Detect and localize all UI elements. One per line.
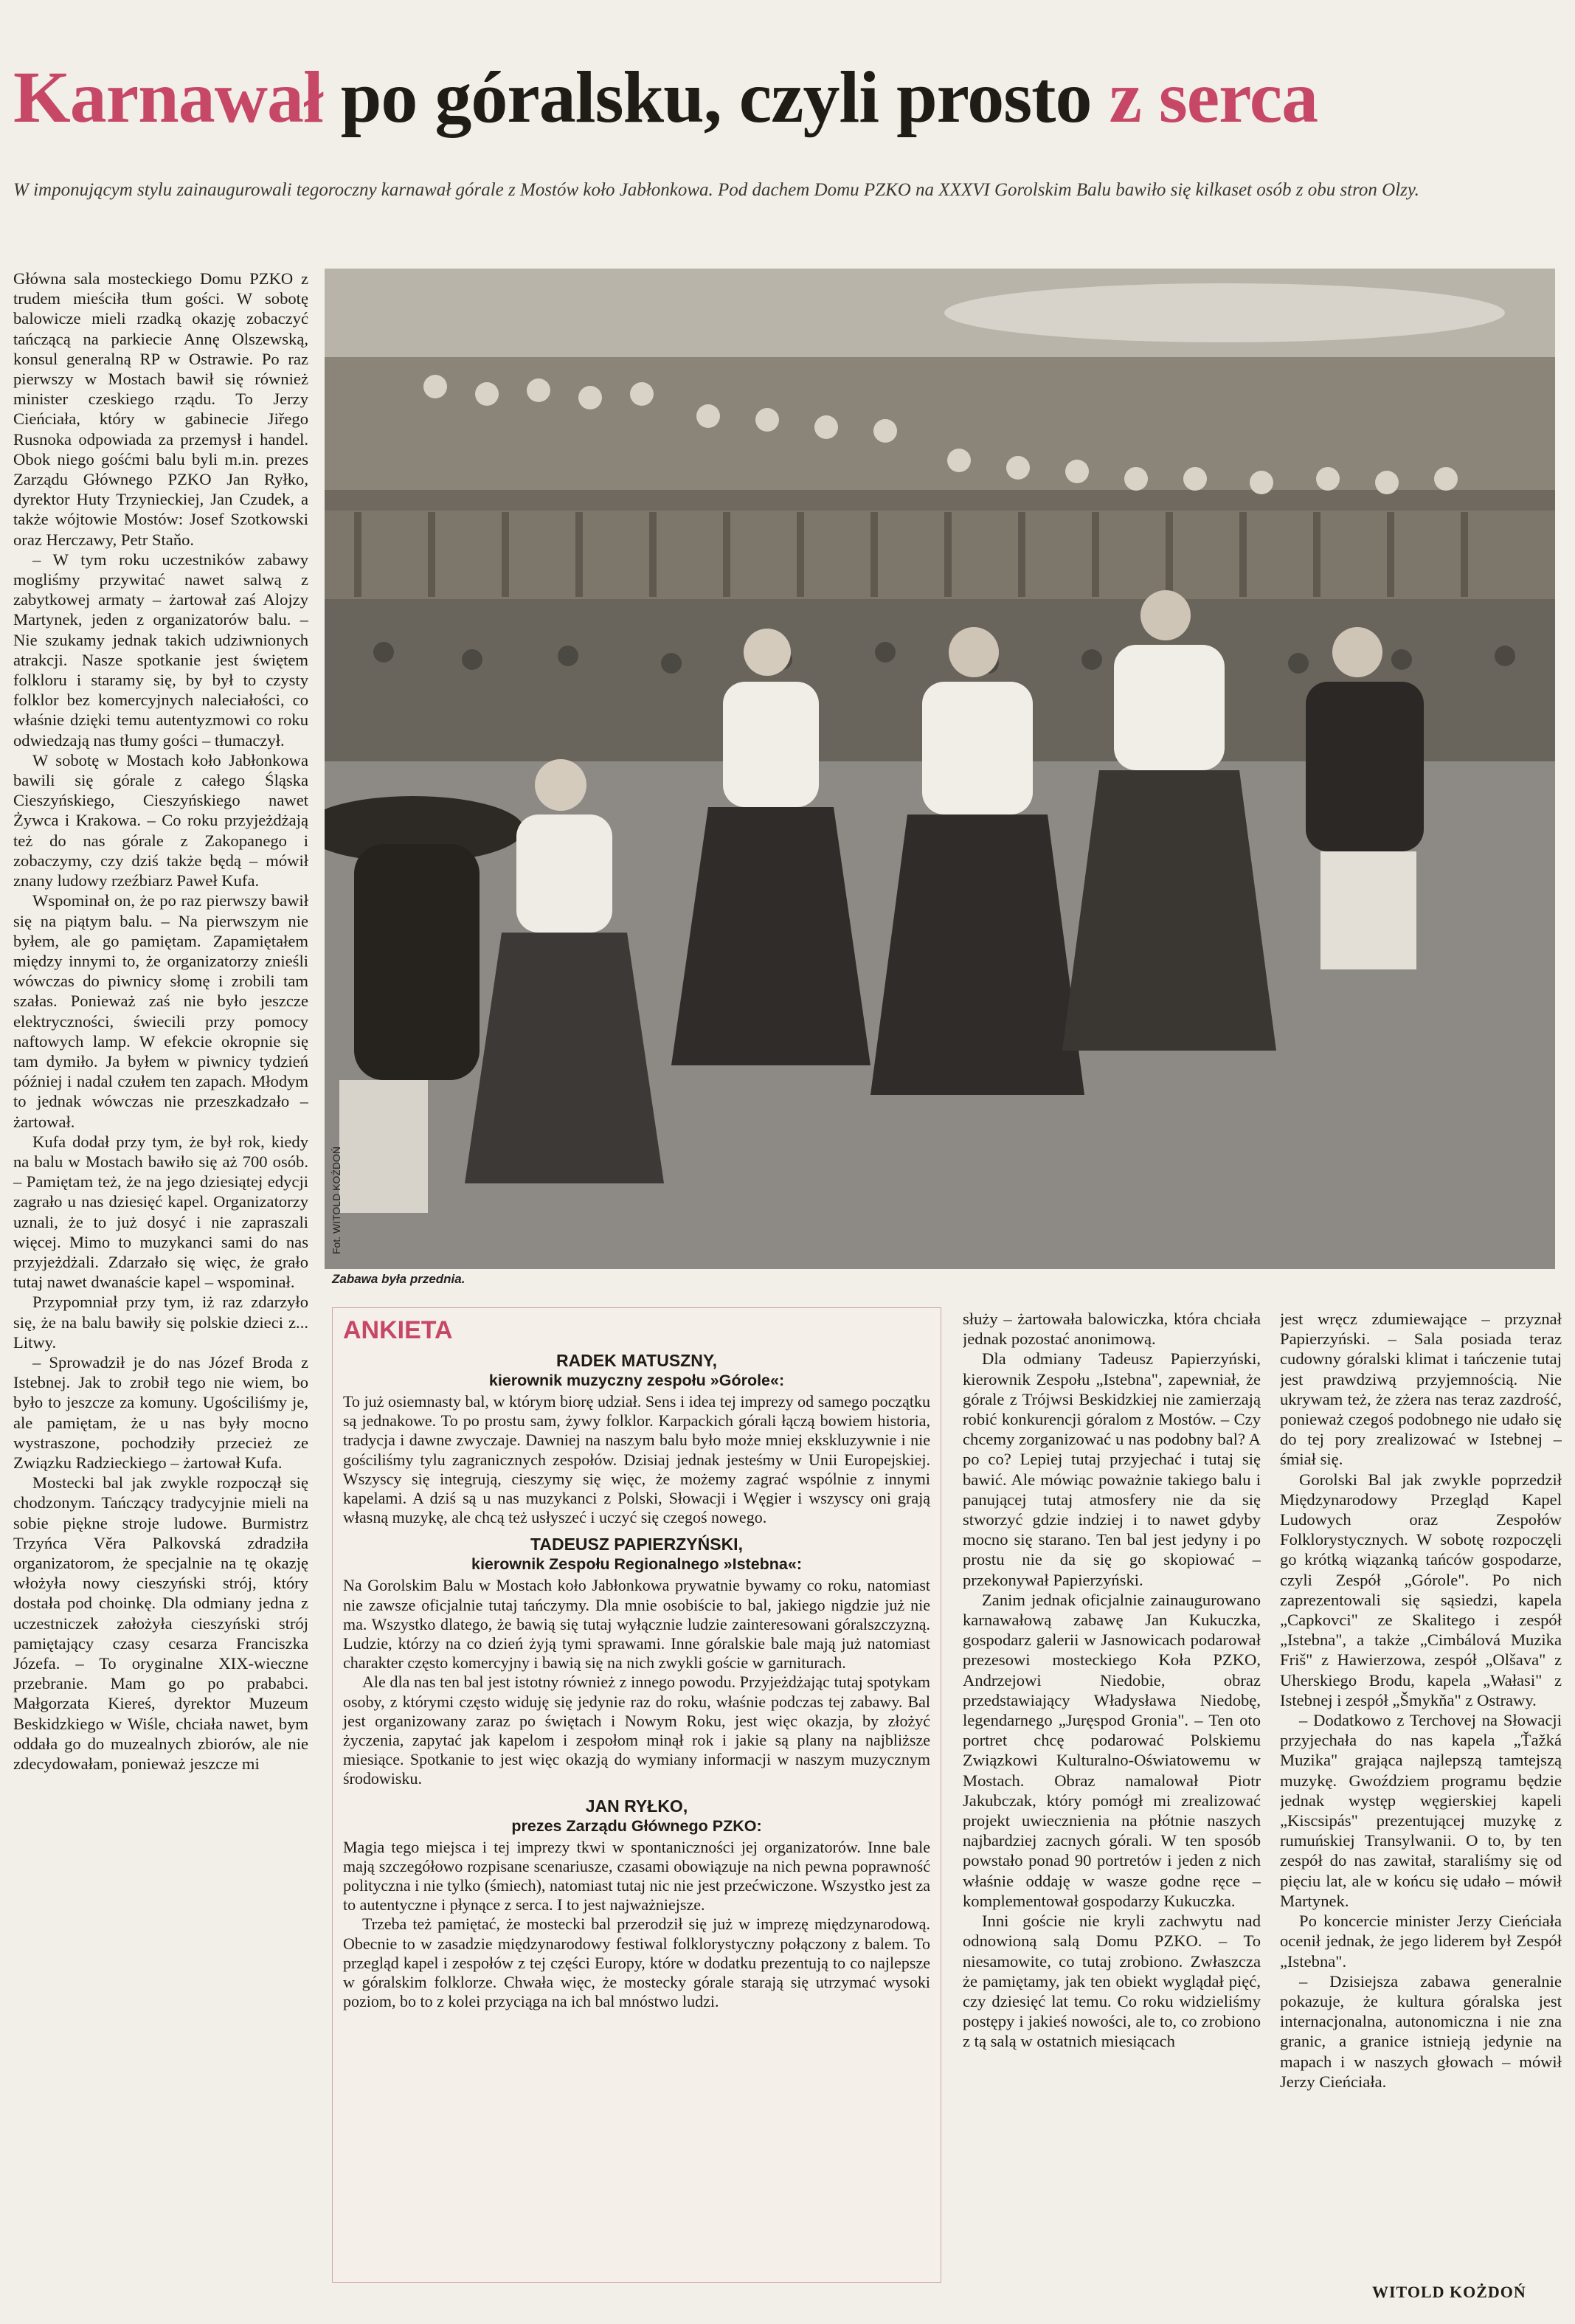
photo-caption: Zabawa była przednia. [332, 1272, 465, 1286]
dance-photo-illustration [325, 269, 1555, 1269]
survey-answer-paragraph: To już osiemnasty bal, w którym biorę udział. Sens i idea tej imprezy od samego początku są jednakowe. To po prostu sam, żywy folklor. Karpackich górali łączą bowiem historia, tradycja i dawne zwyczaje. Dawniej na naszym balu było może mniej ekskluzywnie i nie gościliśmy tylu zagranicznych zespołów. Dzisiaj jednak jesteśmy w Unii Europejskiej. Wszyscy się integrują, cieszymy się więc, że możemy zagrać wspólnie z innymi kapelami. A dziś są u nas muzykanci z Polski, Słowacji i Węgier i wszyscy oni grają własną muzykę, ale chcą też usłyszeć i uczyć się czegoś nowego. [343, 1392, 930, 1527]
article-column-3 [963, 1309, 1261, 2280]
subtitle-lead: W imponującym stylu zainaugurowali tegoroczny karnawał górale z Mostów koło Jabłonkowa. Pod dachem Domu PZKO na XXXVI Gorolskim Balu bawiło się kilkaset osób z obu stron Olzy. [13, 180, 1419, 200]
headline-middle: po góralsku, czyli prosto [340, 56, 1092, 138]
survey-respondent-name: TADEUSZ PAPIERZYŃSKI, [530, 1535, 743, 1554]
column4-paragraph: – Dodatkowo z Terchovej na Słowacji przyjechała do nas kapela „Ťažká Muzika" grająca najlepszą tamtejszą muzykę. Gwoździem programu będzie jednak występ węgierskiej kapeli „Kiscsipás" prezentującej muzykę z rumuńskiej Transylwanii. O to, by ten zespół do nas zawitał, staraliśmy się od pięciu lat, ale w końcu się udało – mówił Martynek. [1280, 1711, 1562, 1910]
photo-credit: Fot. WITOLD KOŻDOŃ [330, 1147, 342, 1254]
article-column-1 [13, 269, 308, 2305]
article-column-4 [1280, 1309, 1562, 2268]
survey-answer-paragraph: Trzeba też pamiętać, że mostecki bal przerodził się już w imprezę międzynarodową. Obecnie to w zasadzie międzynarodowy festiwal folklorystyczny połączony z balem. To przegląd kapel i zespołów z tej części Europy, które w dodatku prezentują to co najlepsze w góralskim folklorze. Chwała więc, że mostecky górale starają się utrzymać wysoki poziom, bo to z kolei przyciąga na ich bal mnóstwo ludzi. [343, 1915, 930, 2011]
column1-paragraph: – Sprowadził je do nas Józef Broda z Istebnej. Jak to zrobił tego nie wiem, bo było to jeszcze za komuny. Ugościliśmy je, ale pamiętam, że u nas były mocno wystraszone, pochodziły przecież ze Związku Radzieckiego – żartował Kufa. [13, 1352, 308, 1472]
survey-respondent-name: JAN RYŁKO, [585, 1796, 688, 1816]
column4-paragraph: jest wręcz zdumiewające – przyznał Papierzyński. – Sala posiada teraz cudowny góralski klimat i tańczenie tutaj jest prawdziwą przyjemnością. Nie ukrywam też, że zżera nas teraz zazdrość, ponieważ czegoś podobnego nie udało się do tej pory zrealizować w Istebnej – śmiał się. [1280, 1310, 1562, 1469]
dance-photo [325, 269, 1555, 1269]
column3-paragraph: Inni goście nie kryli zachwytu nad odnowioną salą Domu PZKO. – To niesamowite, co tutaj zrobiono. Zwłaszcza że pamiętamy, jak ten obiekt wyglądał pięć, czy dziesięć lat temu. Co roku widzieliśmy postępy i jakieś nowości, ale to, co zrobiono z tą salą w ostatnich miesiącach [963, 1912, 1261, 2051]
headline [13, 53, 1562, 142]
column4-paragraph: – Dzisiejsza zabawa generalnie pokazuje, że kultura góralska jest internacjonalna, autonomiczna i nie zna granic, a granice istnieją jedynie na mapach i w naszych głowach – mówił Jerzy Cieńciała. [1280, 1971, 1562, 2091]
column3-paragraph: Dla odmiany Tadeusz Papierzyński, kierownik Zespołu „Istebna", zapewniał, że górale z Trójwsi Beskidzkiej nie zamierzają robić konkurencji góralom z Mostów. – Czy chcemy zorganizować u nas podobny bal? A po co? Lepiej tutaj przyjechać i tutaj się bawić. Ale mówiąc poważnie takiego balu i panującej tutaj atmosfery nie da się stworzyć gdzie indziej i to nawet gdyby mocno się starano. Ten bal jest jedyny i po prostu nie da się go skopiować – przekonywał Papierzyński. [963, 1349, 1261, 1589]
column1-paragraph: – W tym roku uczestników zabawy mogliśmy przywitać nawet salwą z zabytkowej armaty – żartował zaś Alojzy Martynek, jeden z organizatorów balu. – Nie szukamy jednak takich udziwnionych atrakcji. Nasze spotkanie jest świętem folkloru i staramy się, by był to czysty folklor bez komercyjnych naleciałości, co właśnie dzięki temu autentyzmowi co roku odwiedzają nas tłumy gości – tłumaczył. [13, 550, 308, 750]
survey-answer-paragraph: Na Gorolskim Balu w Mostach koło Jabłonkowa prywatnie bywamy co roku, natomiast nie zawsze oficjalnie tutaj tańczymy. Dla mnie osobiście to bal, jakiego nigdzie już nie ma. Wszystko dlatego, że bawią się tutaj wyłącznie ludzie zainteresowani góralszczyzną. Ludzie, którzy na co dzień żyją tymi sprawami. Inne góralskie bale mają już natomiast charakter często komercyjny i bawią się na nich zwykli goście w garniturach. [343, 1576, 930, 1673]
survey-respondent-role: prezes Zarządu Głównego PZKO: [511, 1816, 762, 1835]
survey-respondent-role: kierownik Zespołu Regionalnego »Istebna«: [471, 1555, 802, 1574]
survey-box [332, 1307, 941, 2283]
headline-end: z serca [1109, 56, 1318, 138]
survey-answer-paragraph: Ale dla nas ten bal jest istotny również z innego powodu. Przyjeżdżając tutaj spotykam osoby, z którymi często widuję się jedynie raz do roku, właśnie podczas tej zabawy. Bal jest organizowany zaraz po świętach i Nowym Roku, jest więc okazja, by złożyć życzenia, zapytać jak kapelom i zespołom minął rok i jakie są plany na najbliższe miesiące. Spotkanie to jest więc okazją do wymiany informacji w naszym muzycznym środowisku. [343, 1673, 930, 1788]
column1-paragraph: Główna sala mosteckiego Domu PZKO z trudem mieściła tłum gości. W sobotę balowicze mieli rzadką okazję zobaczyć tańczącą na parkiecie Annę Olszewską, konsul generalną RP w Ostrawie. Po raz pierwszy w Mostach bawił się również minister czeskiego rządu. To Jerzy Cieńciała, który w gabinecie Jiřego Rusnoka odpowiada za przemysł i handel. Obok niego gośćmi balu byli m.in. prezes Zarządu Głównego PZKO Jan Ryłko, dyrektor Huty Trzynieckiej, Jan Czudek, a także wójtowie Mostów: Josef Szotkowski oraz Herczawy, Petr Staňo. [13, 269, 308, 549]
headline-word-karnawal: Karnawał [13, 56, 323, 138]
survey-answer [343, 1576, 930, 1788]
column1-paragraph: Kufa dodał przy tym, że był rok, kiedy na balu w Mostach bawiło się aż 700 osób. – Pamiętam też, że na jego dziesiątej edycji zagrało u nas dziesięć kapel. Organizatorzy uznali, że to już dosyć i nie zapraszali więcej. Mimo to muzykanci sami do nas przyjeżdżali. Zdarzało się więc, że grało tutaj nawet dwanaście kapel – wspominał. [13, 1132, 308, 1292]
column4-paragraph: Po koncercie minister Jerzy Cieńciała ocenił jednak, że jego liderem był Zespół „Istebna". [1280, 1912, 1562, 1971]
survey-respondent-role: kierownik muzyczny zespołu »Górole«: [488, 1372, 785, 1389]
author-byline: WITOLD KOŻDOŃ [1372, 2283, 1526, 2301]
survey-title: ANKIETA [343, 1316, 453, 1344]
column1-paragraph: W sobotę w Mostach koło Jabłonkowa bawili się górale z całego Śląska Cieszyńskiego, Cieszyńskiego nawet Żywca i Krakowa. – Co roku przyjeżdżają też do nas górale z Zakopanego i zobaczymy, czy dziś także będą – mówił znany ludowy rzeźbiarz Paweł Kufa. [13, 750, 308, 890]
column4-paragraph: Gorolski Bal jak zwykle poprzedził Międzynarodowy Przegląd Kapel Ludowych oraz Zespołów Folklorystycznych. W sobotę rozpoczęli go krótką wiązanką tańców gospodarze, czyli Zespół „Górole". Po nich zaprezentowali się sąsiedzi, kapela „Capkovci" ze Skalitego i zespół „Istebna", a także „Cimbálová Muzika Friš" z Hawierzowa, zespół „Olšava" z Uherskiego Brodu, kapela „Wałasi" z Istebnej i zespół „Šmykňa" z Ostrawy. [1280, 1470, 1562, 1709]
column3-paragraph: Zanim jednak oficjalnie zainaugurowano karnawałową zabawę Jan Kukuczka, gospodarz galerii w Jasnowicach podarował prezesowi mosteckiego Koła PZKO, Andrzejowi Niedobie, obraz przedstawiający Władysława Niedobę, legendarnego „Juręspod Gronia". – Ten oto portret chcę podarować Polskiemu Związkowi Kulturalno-Oświatowemu w Mostach. Obraz namalował Piotr Jakubczak, który pomógł mi zrealizować projekt uwiecznienia na płótnie naszych najbardziej zacnych górali. W ten sposób powstało ponad 90 portretów i jeden z nich właśnie oddaję w wasze godne ręce – komplementował gospodarzy Kukuczka. [963, 1590, 1261, 1910]
column3-paragraph: służy – żartowała balowiczka, która chciała jednak pozostać anonimową. [963, 1310, 1261, 1349]
column1-paragraph: Wspominał on, że po raz pierwszy bawił się na piątym balu. – Na pierwszym nie byłem, ale go pamiętam. Zapamiętałem między innymi to, że organizatorzy znieśli wówczas do piwnicy słomę i zrobili tam szałas. Ponieważ zaś nie było jeszcze elektryczności, świecili przy pomocy naftowych lamp. W efekcie okropnie się tam dymiło. Ja byłem w piwnicy tydzień później i nadal czułem ten zapach. Młodym to jednak wówczas nie przeszkadzało – żartował. [13, 891, 308, 1131]
survey-respondent-name: RADEK MATUSZNY, [555, 1351, 718, 1370]
survey-answer [343, 1838, 930, 2012]
column1-paragraph: Mostecki bal jak zwykle rozpoczął się chodzonym. Tańczący tradycyjnie mieli na sobie piękne stroje ludowe. Burmistrz Trzyńca Věra Palkovská zdradziła organizatorom, że specjalnie na tę okazję włożyła nowy cieszyński strój, który dostała pod choinkę. Dla odmiany jedna z uczestniczek założyła cieszyński strój pamiętający czasy cesarza Franciszka Józefa. – To oryginalne XIX-wieczne przebranie. Mam go po prababci. Małgorzata Kiereś, dyrektor Muzeum Beskidzkiego w Wiśle, chciała nawet, bym oddała go do muzealnych zbiorów, ale nie zdecydowałam, ponieważ jeszcze mi [13, 1473, 308, 1774]
survey-answer [343, 1392, 930, 1527]
survey-answer-paragraph: Magia tego miejsca i tej imprezy tkwi w spontaniczności jej organizatorów. Inne bale mają szczegółowo rozpisane scenariusze, czasami obowiązuje na nich pewna poprawność polityczna i nie tylko (śmiech), natomiast tutaj nic nie jest przećwiczone. Wszystko jest za to autentyczne i płynące z serca. I to jest najważniejsze. [343, 1837, 930, 1915]
column1-paragraph: Przypomniał przy tym, iż raz zdarzyło się, że na balu bawiły się polskie dzieci z... Litwy. [13, 1293, 308, 1352]
